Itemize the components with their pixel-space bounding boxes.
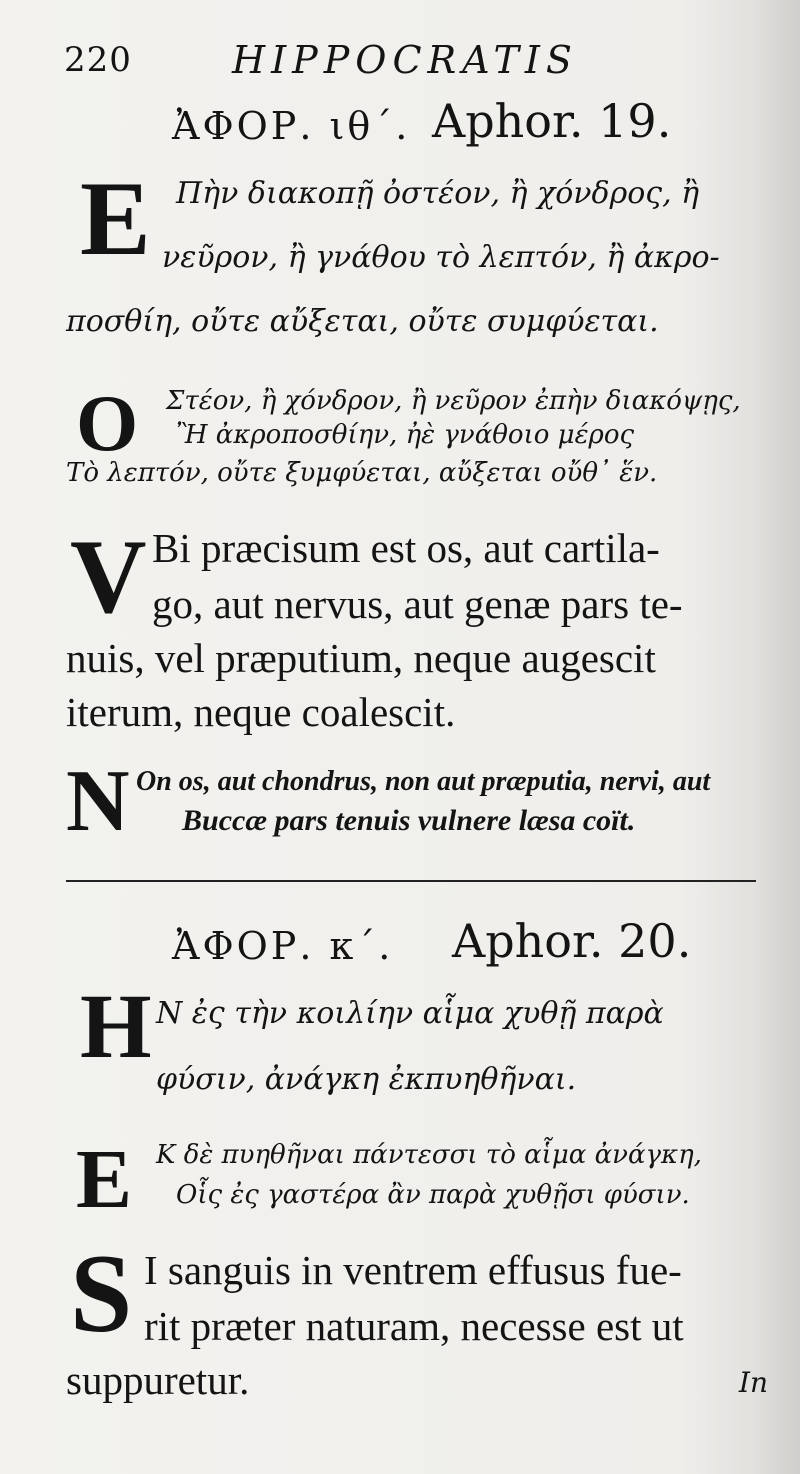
latin-prose-line: iterum, neque coalescit.: [66, 689, 456, 735]
latin-prose-line: suppuretur.: [66, 1357, 250, 1403]
dropcap-eta: Η: [80, 975, 152, 1077]
dropcap-s: S: [70, 1232, 133, 1356]
catchword: In: [738, 1366, 768, 1399]
latin-verse-line: On os, aut chondrus, non aut præputia, nervi, aut: [136, 766, 711, 797]
latin-prose-line: rit præter naturam, necesse est ut: [144, 1303, 684, 1349]
dropcap-v: V: [70, 518, 147, 635]
greek-prose-line: φύσιν, ἀνάγκη ἐκπυηθῆναι.: [156, 1062, 577, 1097]
latin-prose-line: go, aut nervus, aut genæ pars te-: [152, 581, 683, 627]
section-divider: [66, 880, 756, 882]
aphorism-20-latin-heading: Aphor. 20.: [452, 914, 692, 968]
latin-prose-line: Bi præcisum est os, aut cartila-: [152, 525, 660, 571]
latin-prose-line: nuis, vel præputium, neque augescit: [66, 635, 656, 681]
aphorism-19-latin-heading: Aphor. 19.: [432, 94, 672, 148]
greek-verse-line: Στέον, ἢ χόνδρον, ἢ νεῦρον ἐπὴν διακόψῃς,: [166, 386, 741, 416]
latin-prose-line: I sanguis in ventrem effusus fue-: [144, 1247, 682, 1293]
greek-prose-line: Πὴν διακοπῇ ὀστέον, ἢ χόνδρος, ἢ: [176, 176, 700, 211]
greek-verse-line: Κ δὲ πυηθῆναι πάντεσσι τὸ αἷμα ἀνάγκη,: [156, 1140, 702, 1170]
dropcap-epsilon: Ε: [80, 160, 151, 277]
running-title: HIPPOCRATIS: [232, 38, 578, 82]
greek-prose-line: ποσθίη, οὔτε αὔξεται, οὔτε συμφύεται.: [66, 304, 659, 339]
page-number: 220: [64, 40, 132, 80]
aphorism-19-greek-heading: ἈΦΟΡ. ιθ΄.: [172, 104, 411, 148]
latin-verse-line: Buccæ pars tenuis vulnere læsa coït.: [182, 804, 636, 837]
dropcap-n: N: [66, 753, 130, 850]
greek-verse-line: Ἢ ἀκροποσθίην, ἠὲ γνάθοιο μέρος: [176, 420, 635, 450]
greek-prose-line: Ν ἐς τὴν κοιλίην αἷμα χυθῇ παρὰ: [156, 996, 664, 1031]
greek-verse-line: Οἷς ἐς γαστέρα ἂν παρὰ χυθῇσι φύσιν.: [176, 1180, 690, 1210]
aphorism-20-greek-heading: ἈΦΟΡ. κ΄.: [172, 924, 394, 968]
dropcap-omicron: Ο: [76, 380, 139, 468]
greek-prose-line: νεῦρον, ἢ γνάθου τὸ λεπτόν, ἢ ἀκρο-: [162, 240, 720, 275]
greek-verse-line: Τὸ λεπτόν, οὔτε ξυμφύεται, αὔξεται οὔθ᾽ ἕν.: [66, 458, 658, 488]
dropcap-epsilon-verse: Ε: [76, 1133, 133, 1226]
